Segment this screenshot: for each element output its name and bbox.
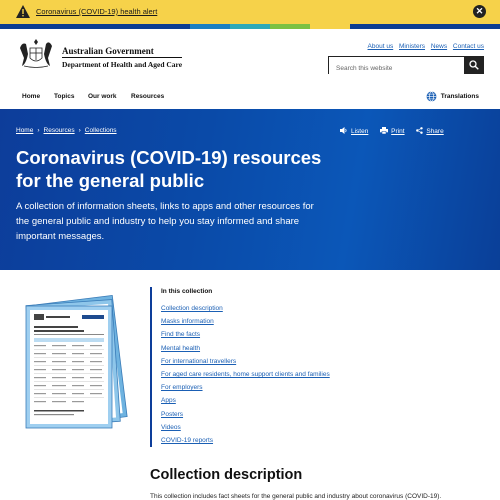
share-button[interactable]	[416, 128, 443, 135]
list-item	[161, 358, 330, 371]
collection-link[interactable]: Apps	[161, 397, 176, 405]
utility-links	[364, 43, 484, 50]
speaker-icon	[340, 127, 348, 134]
warning-icon	[16, 5, 30, 18]
collection-nav-heading: In this collection	[161, 288, 213, 295]
list-item	[161, 345, 330, 358]
list-item	[161, 424, 330, 437]
hero-banner	[0, 109, 500, 270]
nav-resources[interactable]: Resources	[131, 93, 165, 100]
list-item	[161, 305, 330, 318]
collection-thumbnail[interactable]	[24, 292, 134, 430]
section-body: This collection includes fact sheets for the general public and industry about coronavirus (COVID-19).	[150, 493, 442, 500]
globe-icon	[426, 91, 437, 102]
print-icon	[380, 127, 388, 134]
alert-link[interactable]: Coronavirus (COVID-19) health alert	[36, 7, 158, 16]
breadcrumb-home[interactable]: Home	[16, 127, 34, 134]
listen-label: Listen	[351, 128, 369, 135]
collection-link[interactable]: For aged care residents, home support clients and families	[161, 370, 330, 378]
crest-icon[interactable]	[16, 38, 56, 70]
list-item	[161, 411, 330, 424]
stripe-segment	[350, 24, 500, 29]
stripe-segment	[270, 24, 310, 29]
collection-nav	[161, 305, 330, 450]
collection-link[interactable]: Posters	[161, 410, 184, 418]
list-item	[161, 384, 330, 397]
listen-button[interactable]	[340, 128, 370, 135]
print-button[interactable]	[380, 128, 406, 135]
link-contact-us[interactable]: Contact us	[452, 43, 484, 50]
list-item	[161, 331, 330, 344]
collection-link[interactable]: COVID-19 reports	[161, 436, 214, 444]
section-title: Collection description	[150, 467, 303, 483]
print-label: Print	[391, 128, 405, 135]
main-nav	[0, 88, 500, 108]
breadcrumb-resources[interactable]: Resources	[43, 127, 75, 134]
page-actions	[340, 127, 454, 135]
nav-home[interactable]: Home	[22, 93, 41, 100]
link-ministers[interactable]: Ministers	[399, 43, 426, 50]
list-item	[161, 371, 330, 384]
nav-our-work[interactable]: Our work	[88, 93, 117, 100]
collection-link[interactable]: Mental health	[161, 344, 201, 352]
link-about-us[interactable]: About us	[367, 43, 394, 50]
search-button[interactable]	[464, 56, 484, 74]
nav-topics[interactable]: Topics	[54, 93, 75, 100]
search-box	[328, 56, 484, 74]
search-input[interactable]	[329, 61, 464, 77]
translations-button[interactable]: Translations	[440, 93, 479, 100]
collection-link[interactable]: Videos	[161, 423, 181, 431]
list-item	[161, 318, 330, 331]
breadcrumb-collections[interactable]: Collections	[84, 127, 117, 134]
collection-nav-border	[150, 287, 152, 447]
gov-name[interactable]: Australian Government	[62, 46, 154, 56]
page-title: Coronavirus (COVID-19) resources for the general public	[16, 147, 322, 191]
stripe-segment	[0, 24, 190, 29]
brand-stripe	[0, 24, 500, 29]
alert-bar	[0, 0, 500, 24]
list-item	[161, 397, 330, 410]
page-description: A collection of information sheets, links to apps and other resources for the general public and industry to help you stay informed and share important messages.	[16, 201, 314, 242]
dept-name[interactable]: Department of Health and Aged Care	[62, 60, 183, 69]
breadcrumb	[16, 127, 117, 134]
chevron-right-icon: ›	[78, 127, 81, 134]
link-news[interactable]: News	[430, 43, 448, 50]
share-label: Share	[426, 128, 444, 135]
search-icon	[469, 60, 479, 70]
collection-link[interactable]: For employers	[161, 384, 203, 392]
share-icon	[416, 127, 423, 134]
collection-link[interactable]: Find the facts	[161, 331, 201, 339]
collection-link[interactable]: Collection description	[161, 305, 223, 312]
chevron-right-icon: ›	[37, 127, 40, 134]
stripe-segment	[310, 24, 350, 29]
collection-link[interactable]: For international travellers	[161, 357, 237, 365]
divider	[62, 57, 182, 58]
collection-link[interactable]: Masks information	[161, 318, 214, 326]
close-icon[interactable]: ✕	[473, 5, 486, 18]
stripe-segment	[190, 24, 230, 29]
list-item	[161, 437, 330, 450]
stripe-segment	[230, 24, 270, 29]
